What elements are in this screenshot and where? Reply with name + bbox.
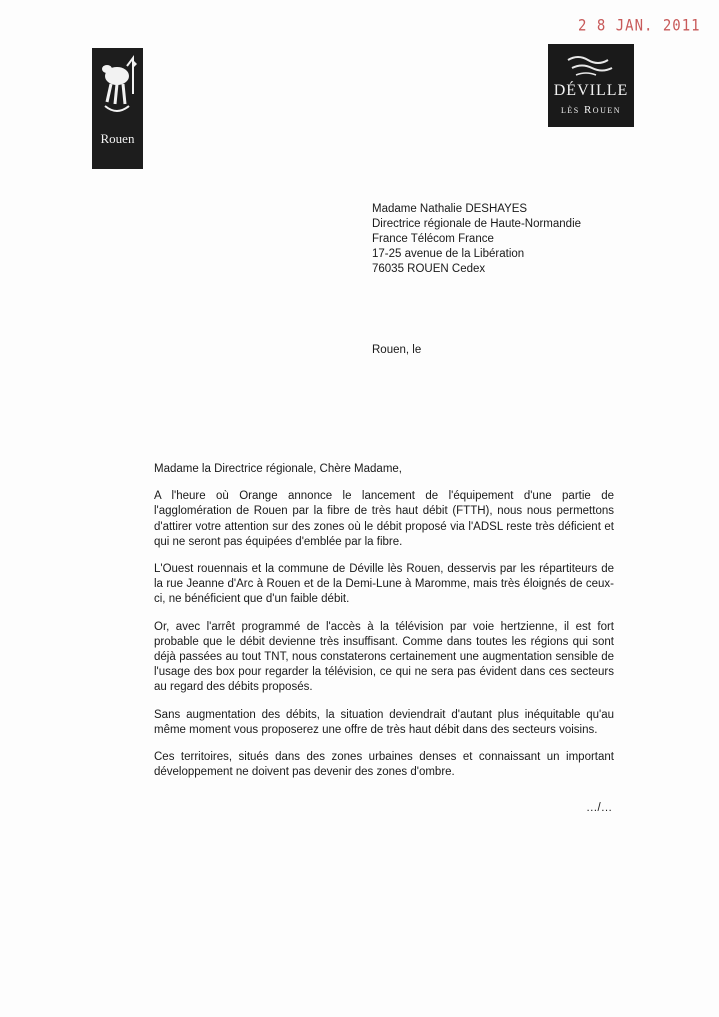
- address-line: Madame Nathalie DESHAYES: [372, 203, 528, 215]
- address-line: 17-25 avenue de la Libération: [372, 248, 525, 260]
- address-line: 76035 ROUEN Cedex: [372, 263, 486, 275]
- body-paragraph: Or, avec l'arrêt programmé de l'accès à la télévision par voie hertzienne, il est fort probable que le débit devienne très insuffisant. Comme dans toutes les régions qui sont déjà passées au tout TNT, nous constaterons certainement une augmentation sensible de l'usage des box pour regarder la télévision, ce qui ne sera pas évident dans ces secteurs au regard des débits proposés.: [154, 620, 614, 694]
- rouen-logo: [92, 48, 143, 169]
- deville-logo-subtitle: lès Rouen: [560, 104, 622, 116]
- body-paragraph: L'Ouest rouennais et la commune de Déville lès Rouen, desservis par les répartiteurs de la rue Jeanne d'Arc à Rouen et de la Demi-Lune à Maromme, mais très éloignés de ceux-ci, ne bénéficient que d'un faible débit.: [154, 563, 614, 606]
- salutation: Madame la Directrice régionale, Chère Madame,: [154, 463, 402, 475]
- recipient-address: [372, 202, 581, 277]
- address-line: Directrice régionale de Haute-Normandie: [372, 218, 582, 230]
- received-date-stamp: 2 8 JAN. 2011: [578, 16, 701, 36]
- continued-marker: …/…: [586, 802, 613, 814]
- body-paragraph: A l'heure où Orange annonce le lancement de l'équipement d'une partie de l'agglomération de Rouen par la fibre de très haut débit (FTTH), nous nous permettons d'attirer votre attention sur des zones où le débit proposé via l'ADSL reste très déficient et qui ne seront pas équipées d'emblée par la fibre.: [154, 490, 614, 548]
- rouen-lamb-emblem-icon: [97, 54, 138, 126]
- letter-body: [154, 462, 614, 792]
- deville-waves-icon: [566, 54, 616, 78]
- deville-logo-title: DÉVILLE: [553, 82, 629, 99]
- address-line: France Télécom France: [372, 233, 494, 245]
- body-paragraph: Sans augmentation des débits, la situation deviendrait d'autant plus inéquitable qu'au même moment vous proposerez une offre de très haut débit dans des secteurs voisins.: [154, 708, 614, 736]
- rouen-logo-text: Rouen: [100, 131, 135, 146]
- place-date-line: Rouen, le: [372, 344, 422, 356]
- body-paragraph: Ces territoires, situés dans des zones urbaines denses et connaissant un important développement ne doivent pas devenir des zones d'ombre.: [154, 751, 614, 779]
- deville-logo: [548, 44, 634, 127]
